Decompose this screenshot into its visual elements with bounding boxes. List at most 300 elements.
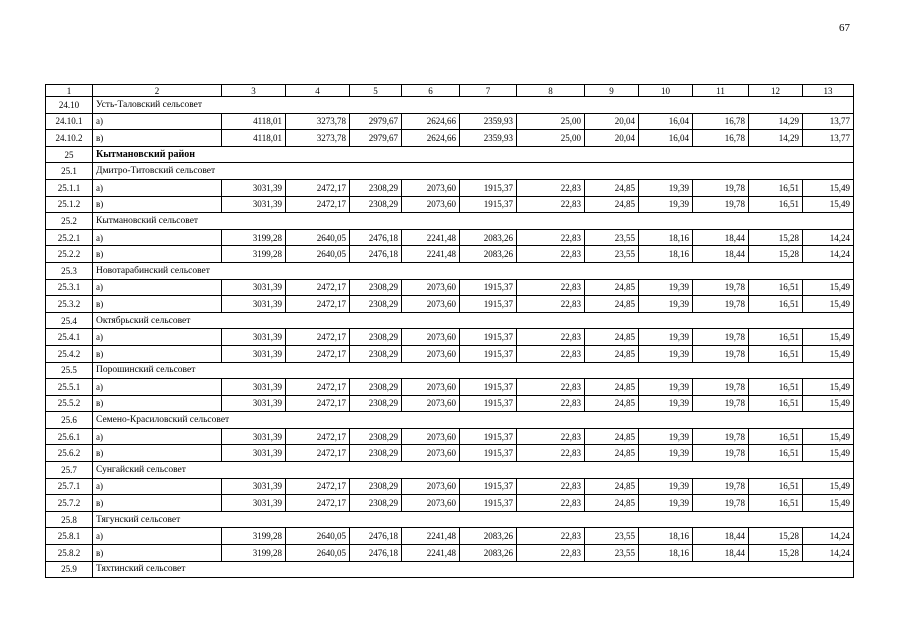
- value-cell: 22,83: [517, 379, 585, 396]
- row-code: 25.7.2: [46, 495, 93, 512]
- value-cell: 16,51: [749, 196, 803, 213]
- value-cell: 2640,05: [286, 229, 350, 246]
- tariff-table: [45, 84, 854, 578]
- value-cell: 3031,39: [222, 179, 286, 196]
- value-cell: 2308,29: [350, 428, 402, 445]
- row-label: в): [93, 545, 222, 562]
- value-cell: 19,78: [693, 279, 749, 296]
- row-code: 25.1.1: [46, 179, 93, 196]
- value-cell: 16,51: [749, 478, 803, 495]
- value-cell: 2472,17: [286, 345, 350, 362]
- value-cell: 16,51: [749, 296, 803, 313]
- value-cell: 2472,17: [286, 379, 350, 396]
- column-header: 5: [350, 85, 402, 97]
- value-cell: 18,44: [693, 545, 749, 562]
- row-label: в): [93, 130, 222, 147]
- row-code: 25.4.1: [46, 329, 93, 346]
- value-cell: 22,83: [517, 296, 585, 313]
- value-cell: 2359,93: [460, 130, 517, 147]
- value-cell: 15,49: [803, 395, 854, 412]
- value-cell: 2472,17: [286, 445, 350, 462]
- data-row: [46, 196, 854, 213]
- data-row: [46, 179, 854, 196]
- value-cell: 24,85: [585, 428, 639, 445]
- value-cell: 19,78: [693, 379, 749, 396]
- row-code: 25.5: [46, 362, 93, 379]
- value-cell: 24,85: [585, 179, 639, 196]
- section-row: [46, 412, 854, 429]
- value-cell: 16,51: [749, 495, 803, 512]
- value-cell: 2073,60: [402, 296, 460, 313]
- row-code: 25.2.2: [46, 246, 93, 263]
- value-cell: 14,24: [803, 528, 854, 545]
- value-cell: 19,39: [639, 279, 693, 296]
- value-cell: 2476,18: [350, 246, 402, 263]
- value-cell: 14,24: [803, 246, 854, 263]
- section-name: Октябрьский сельсовет: [93, 312, 854, 329]
- value-cell: 2472,17: [286, 329, 350, 346]
- data-row: [46, 296, 854, 313]
- data-row: [46, 545, 854, 562]
- value-cell: 2073,60: [402, 428, 460, 445]
- data-row: [46, 395, 854, 412]
- row-label: в): [93, 196, 222, 213]
- row-code: 25.4: [46, 312, 93, 329]
- row-code: 25.5.2: [46, 395, 93, 412]
- value-cell: 3031,39: [222, 428, 286, 445]
- value-cell: 2472,17: [286, 179, 350, 196]
- value-cell: 2083,26: [460, 545, 517, 562]
- section-row: [46, 462, 854, 479]
- value-cell: 16,04: [639, 130, 693, 147]
- value-cell: 3199,28: [222, 246, 286, 263]
- value-cell: 2073,60: [402, 196, 460, 213]
- value-cell: 13,77: [803, 113, 854, 130]
- row-code: 25.2: [46, 213, 93, 230]
- value-cell: 1915,37: [460, 428, 517, 445]
- value-cell: 2979,67: [350, 130, 402, 147]
- value-cell: 2308,29: [350, 495, 402, 512]
- value-cell: 2308,29: [350, 196, 402, 213]
- column-header: 11: [693, 85, 749, 97]
- value-cell: 24,85: [585, 478, 639, 495]
- value-cell: 2073,60: [402, 179, 460, 196]
- value-cell: 16,51: [749, 445, 803, 462]
- value-cell: 19,39: [639, 395, 693, 412]
- column-header: 4: [286, 85, 350, 97]
- row-code: 25.3.2: [46, 296, 93, 313]
- section-row: [46, 163, 854, 180]
- value-cell: 2640,05: [286, 246, 350, 263]
- value-cell: 2308,29: [350, 329, 402, 346]
- row-code: 25.1.2: [46, 196, 93, 213]
- value-cell: 22,83: [517, 179, 585, 196]
- value-cell: 19,39: [639, 495, 693, 512]
- value-cell: 2241,48: [402, 246, 460, 263]
- column-header: 7: [460, 85, 517, 97]
- value-cell: 2308,29: [350, 279, 402, 296]
- value-cell: 22,83: [517, 478, 585, 495]
- value-cell: 2308,29: [350, 296, 402, 313]
- section-row: [46, 312, 854, 329]
- value-cell: 1915,37: [460, 329, 517, 346]
- data-row: [46, 478, 854, 495]
- value-cell: 2083,26: [460, 528, 517, 545]
- value-cell: 19,78: [693, 495, 749, 512]
- row-code: 25: [46, 146, 93, 163]
- value-cell: 2308,29: [350, 345, 402, 362]
- value-cell: 23,55: [585, 545, 639, 562]
- value-cell: 19,78: [693, 196, 749, 213]
- value-cell: 1915,37: [460, 179, 517, 196]
- value-cell: 14,29: [749, 130, 803, 147]
- row-code: 25.4.2: [46, 345, 93, 362]
- section-name: Дмитро-Титовский сельсовет: [93, 163, 854, 180]
- value-cell: 3199,28: [222, 545, 286, 562]
- row-label: а): [93, 179, 222, 196]
- row-code: 25.5.1: [46, 379, 93, 396]
- value-cell: 2640,05: [286, 528, 350, 545]
- section-row: [46, 213, 854, 230]
- value-cell: 15,49: [803, 495, 854, 512]
- row-code: 25.9: [46, 561, 93, 578]
- value-cell: 2472,17: [286, 395, 350, 412]
- section-name: Порошинский сельсовет: [93, 362, 854, 379]
- row-code: 25.6.2: [46, 445, 93, 462]
- row-label: в): [93, 296, 222, 313]
- section-row: [46, 97, 854, 114]
- value-cell: 19,78: [693, 179, 749, 196]
- value-cell: 2640,05: [286, 545, 350, 562]
- value-cell: 3031,39: [222, 296, 286, 313]
- value-cell: 2083,26: [460, 246, 517, 263]
- value-cell: 15,49: [803, 379, 854, 396]
- value-cell: 15,49: [803, 179, 854, 196]
- value-cell: 14,24: [803, 545, 854, 562]
- value-cell: 19,78: [693, 478, 749, 495]
- row-code: 25.3.1: [46, 279, 93, 296]
- row-code: 25.8.1: [46, 528, 93, 545]
- data-row: [46, 246, 854, 263]
- value-cell: 2476,18: [350, 229, 402, 246]
- value-cell: 15,49: [803, 329, 854, 346]
- value-cell: 2472,17: [286, 428, 350, 445]
- value-cell: 2073,60: [402, 395, 460, 412]
- row-label: в): [93, 495, 222, 512]
- row-label: а): [93, 329, 222, 346]
- row-label: в): [93, 246, 222, 263]
- section-name: Усть-Таловский сельсовет: [93, 97, 854, 114]
- value-cell: 22,83: [517, 345, 585, 362]
- column-header: 2: [93, 85, 222, 97]
- value-cell: 19,78: [693, 428, 749, 445]
- column-header: 12: [749, 85, 803, 97]
- value-cell: 25,00: [517, 113, 585, 130]
- value-cell: 2083,26: [460, 229, 517, 246]
- value-cell: 3031,39: [222, 196, 286, 213]
- value-cell: 18,44: [693, 246, 749, 263]
- value-cell: 2073,60: [402, 445, 460, 462]
- column-header: 8: [517, 85, 585, 97]
- district-row: [46, 146, 854, 163]
- value-cell: 15,49: [803, 345, 854, 362]
- row-code: 25.2.1: [46, 229, 93, 246]
- column-header: 3: [222, 85, 286, 97]
- value-cell: 15,28: [749, 229, 803, 246]
- value-cell: 1915,37: [460, 279, 517, 296]
- value-cell: 2241,48: [402, 528, 460, 545]
- value-cell: 3199,28: [222, 528, 286, 545]
- value-cell: 24,85: [585, 296, 639, 313]
- value-cell: 2624,66: [402, 113, 460, 130]
- value-cell: 2241,48: [402, 229, 460, 246]
- section-name: Сунгайский сельсовет: [93, 462, 854, 479]
- value-cell: 19,39: [639, 196, 693, 213]
- value-cell: 24,85: [585, 329, 639, 346]
- value-cell: 1915,37: [460, 395, 517, 412]
- column-header: 13: [803, 85, 854, 97]
- value-cell: 2073,60: [402, 478, 460, 495]
- value-cell: 2472,17: [286, 296, 350, 313]
- value-cell: 3031,39: [222, 279, 286, 296]
- row-code: 25.8.2: [46, 545, 93, 562]
- value-cell: 19,78: [693, 345, 749, 362]
- value-cell: 1915,37: [460, 445, 517, 462]
- value-cell: 18,16: [639, 545, 693, 562]
- value-cell: 2073,60: [402, 329, 460, 346]
- value-cell: 14,24: [803, 229, 854, 246]
- value-cell: 22,83: [517, 395, 585, 412]
- value-cell: 22,83: [517, 428, 585, 445]
- value-cell: 22,83: [517, 196, 585, 213]
- row-code: 25.7.1: [46, 478, 93, 495]
- value-cell: 19,39: [639, 478, 693, 495]
- row-code: 24.10: [46, 97, 93, 114]
- section-name: Новотарабинский сельсовет: [93, 262, 854, 279]
- value-cell: 24,85: [585, 379, 639, 396]
- value-cell: 3031,39: [222, 379, 286, 396]
- value-cell: 18,44: [693, 229, 749, 246]
- value-cell: 24,85: [585, 395, 639, 412]
- value-cell: 1915,37: [460, 296, 517, 313]
- value-cell: 2308,29: [350, 478, 402, 495]
- value-cell: 2308,29: [350, 379, 402, 396]
- value-cell: 2073,60: [402, 379, 460, 396]
- value-cell: 16,51: [749, 379, 803, 396]
- value-cell: 2073,60: [402, 495, 460, 512]
- value-cell: 19,39: [639, 296, 693, 313]
- data-row: [46, 279, 854, 296]
- value-cell: 2308,29: [350, 395, 402, 412]
- value-cell: 19,39: [639, 428, 693, 445]
- data-row: [46, 428, 854, 445]
- value-cell: 15,28: [749, 545, 803, 562]
- value-cell: 22,83: [517, 545, 585, 562]
- value-cell: 24,85: [585, 196, 639, 213]
- value-cell: 25,00: [517, 130, 585, 147]
- row-code: 25.6.1: [46, 428, 93, 445]
- data-row: [46, 528, 854, 545]
- column-header: 9: [585, 85, 639, 97]
- column-header: 6: [402, 85, 460, 97]
- value-cell: 22,83: [517, 329, 585, 346]
- value-cell: 16,51: [749, 395, 803, 412]
- section-row: [46, 262, 854, 279]
- value-cell: 4118,01: [222, 130, 286, 147]
- value-cell: 23,55: [585, 246, 639, 263]
- value-cell: 2472,17: [286, 196, 350, 213]
- row-code: 25.6: [46, 412, 93, 429]
- value-cell: 15,49: [803, 478, 854, 495]
- data-row: [46, 445, 854, 462]
- row-label: а): [93, 528, 222, 545]
- data-row: [46, 229, 854, 246]
- value-cell: 18,16: [639, 229, 693, 246]
- row-label: в): [93, 345, 222, 362]
- value-cell: 3273,78: [286, 130, 350, 147]
- value-cell: 3031,39: [222, 345, 286, 362]
- value-cell: 23,55: [585, 229, 639, 246]
- section-name: Семено-Красиловский сельсовет: [93, 412, 854, 429]
- value-cell: 16,51: [749, 345, 803, 362]
- value-cell: 16,51: [749, 329, 803, 346]
- row-code: 24.10.2: [46, 130, 93, 147]
- value-cell: 15,28: [749, 528, 803, 545]
- value-cell: 15,49: [803, 296, 854, 313]
- value-cell: 16,78: [693, 113, 749, 130]
- value-cell: 16,04: [639, 113, 693, 130]
- value-cell: 2073,60: [402, 279, 460, 296]
- value-cell: 15,49: [803, 428, 854, 445]
- value-cell: 1915,37: [460, 379, 517, 396]
- value-cell: 16,51: [749, 279, 803, 296]
- value-cell: 2308,29: [350, 445, 402, 462]
- row-code: 25.1: [46, 163, 93, 180]
- value-cell: 18,16: [639, 246, 693, 263]
- value-cell: 15,49: [803, 279, 854, 296]
- value-cell: 2476,18: [350, 528, 402, 545]
- value-cell: 3031,39: [222, 395, 286, 412]
- value-cell: 22,83: [517, 445, 585, 462]
- row-label: а): [93, 113, 222, 130]
- data-row: [46, 379, 854, 396]
- value-cell: 18,44: [693, 528, 749, 545]
- section-row: [46, 561, 854, 578]
- data-row: [46, 329, 854, 346]
- value-cell: 15,49: [803, 196, 854, 213]
- row-label: а): [93, 379, 222, 396]
- value-cell: 2073,60: [402, 345, 460, 362]
- value-cell: 22,83: [517, 495, 585, 512]
- value-cell: 1915,37: [460, 345, 517, 362]
- value-cell: 16,51: [749, 179, 803, 196]
- row-label: а): [93, 229, 222, 246]
- row-code: 25.7: [46, 462, 93, 479]
- row-code: 25.8: [46, 511, 93, 528]
- value-cell: 3031,39: [222, 495, 286, 512]
- section-name: Кытмановский сельсовет: [93, 213, 854, 230]
- value-cell: 18,16: [639, 528, 693, 545]
- value-cell: 15,49: [803, 445, 854, 462]
- row-label: в): [93, 445, 222, 462]
- row-label: в): [93, 395, 222, 412]
- value-cell: 2359,93: [460, 113, 517, 130]
- value-cell: 1915,37: [460, 478, 517, 495]
- page-number: 67: [839, 22, 850, 34]
- value-cell: 3199,28: [222, 229, 286, 246]
- data-row: [46, 113, 854, 130]
- row-label: а): [93, 478, 222, 495]
- value-cell: 22,83: [517, 279, 585, 296]
- value-cell: 24,85: [585, 495, 639, 512]
- value-cell: 3031,39: [222, 445, 286, 462]
- value-cell: 16,51: [749, 428, 803, 445]
- value-cell: 3031,39: [222, 478, 286, 495]
- value-cell: 2308,29: [350, 179, 402, 196]
- value-cell: 13,77: [803, 130, 854, 147]
- value-cell: 19,39: [639, 329, 693, 346]
- value-cell: 24,85: [585, 345, 639, 362]
- value-cell: 23,55: [585, 528, 639, 545]
- value-cell: 14,29: [749, 113, 803, 130]
- value-cell: 19,39: [639, 179, 693, 196]
- row-label: а): [93, 279, 222, 296]
- district-name: Кытмановский район: [93, 146, 854, 163]
- value-cell: 20,04: [585, 113, 639, 130]
- value-cell: 2472,17: [286, 495, 350, 512]
- value-cell: 2476,18: [350, 545, 402, 562]
- row-code: 25.3: [46, 262, 93, 279]
- value-cell: 2472,17: [286, 478, 350, 495]
- data-row: [46, 495, 854, 512]
- table-header-row: [46, 85, 854, 97]
- value-cell: 19,78: [693, 445, 749, 462]
- value-cell: 22,83: [517, 528, 585, 545]
- value-cell: 1915,37: [460, 196, 517, 213]
- value-cell: 22,83: [517, 246, 585, 263]
- value-cell: 22,83: [517, 229, 585, 246]
- row-label: а): [93, 428, 222, 445]
- value-cell: 19,78: [693, 395, 749, 412]
- value-cell: 24,85: [585, 279, 639, 296]
- value-cell: 19,39: [639, 379, 693, 396]
- value-cell: 3273,78: [286, 113, 350, 130]
- column-header: 1: [46, 85, 93, 97]
- data-row: [46, 130, 854, 147]
- value-cell: 2979,67: [350, 113, 402, 130]
- value-cell: 15,28: [749, 246, 803, 263]
- value-cell: 19,39: [639, 445, 693, 462]
- value-cell: 19,78: [693, 329, 749, 346]
- value-cell: 20,04: [585, 130, 639, 147]
- value-cell: 24,85: [585, 445, 639, 462]
- value-cell: 16,78: [693, 130, 749, 147]
- data-row: [46, 345, 854, 362]
- value-cell: 2472,17: [286, 279, 350, 296]
- value-cell: 1915,37: [460, 495, 517, 512]
- value-cell: 19,39: [639, 345, 693, 362]
- value-cell: 19,78: [693, 296, 749, 313]
- value-cell: 3031,39: [222, 329, 286, 346]
- value-cell: 2624,66: [402, 130, 460, 147]
- row-code: 24.10.1: [46, 113, 93, 130]
- section-name: Тягунский сельсовет: [93, 511, 854, 528]
- value-cell: 4118,01: [222, 113, 286, 130]
- section-row: [46, 511, 854, 528]
- section-name: Тяхтинский сельсовет: [93, 561, 854, 578]
- column-header: 10: [639, 85, 693, 97]
- section-row: [46, 362, 854, 379]
